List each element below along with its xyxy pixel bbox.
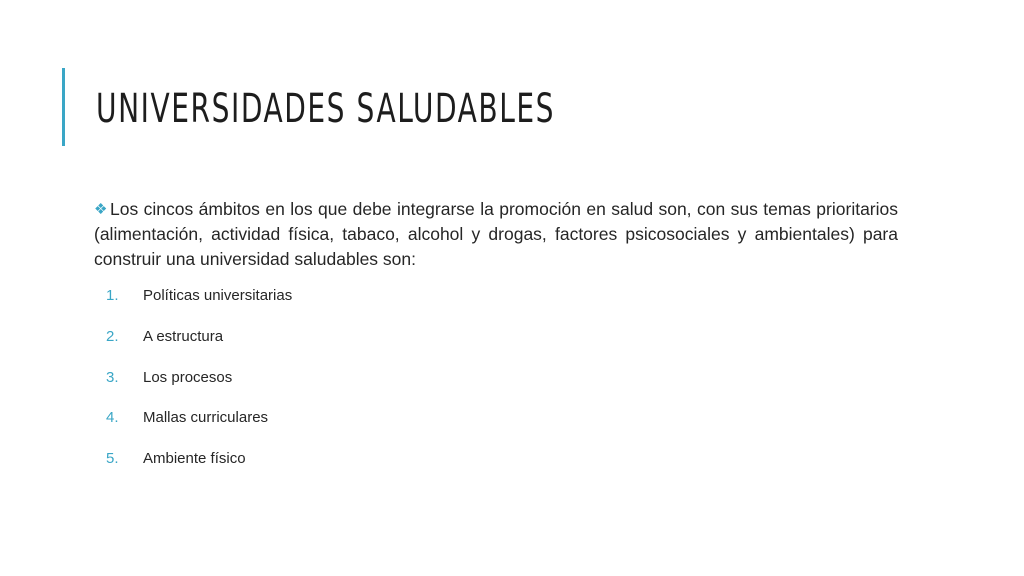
list-item-number: 3. bbox=[106, 368, 119, 386]
intro-paragraph bbox=[94, 197, 898, 272]
list-item bbox=[106, 327, 292, 347]
list-item-number: 1. bbox=[106, 287, 119, 304]
list-item-text: Políticas universitarias bbox=[143, 287, 293, 304]
list-item bbox=[106, 368, 292, 388]
list-item-text: Los procesos bbox=[143, 368, 233, 386]
list-item-text: Ambiente físico bbox=[143, 450, 246, 468]
list-item-number: 5. bbox=[106, 450, 119, 468]
title-accent-bar bbox=[62, 68, 65, 146]
list-item-number: 2. bbox=[106, 327, 119, 345]
slide-title: UNIVERSIDADES SALUDABLES bbox=[96, 86, 556, 132]
list-item bbox=[106, 408, 292, 428]
list-item bbox=[106, 286, 292, 306]
topic-list bbox=[106, 286, 292, 490]
list-item-text: A estructura bbox=[143, 327, 224, 345]
list-item-text: Mallas curriculares bbox=[143, 409, 269, 427]
diamond-bullet-icon: ❖ bbox=[94, 201, 108, 218]
list-item-number: 4. bbox=[106, 409, 119, 427]
list-item bbox=[106, 449, 292, 469]
intro-text: Los cincos ámbitos en los que debe integrarse la promoción en salud son, con sus temas prioritarios (alimentación, actividad física, tabaco, alcohol y drogas, factores psicosociales y ambientales) para construir una universidad saludables son: bbox=[94, 199, 898, 269]
